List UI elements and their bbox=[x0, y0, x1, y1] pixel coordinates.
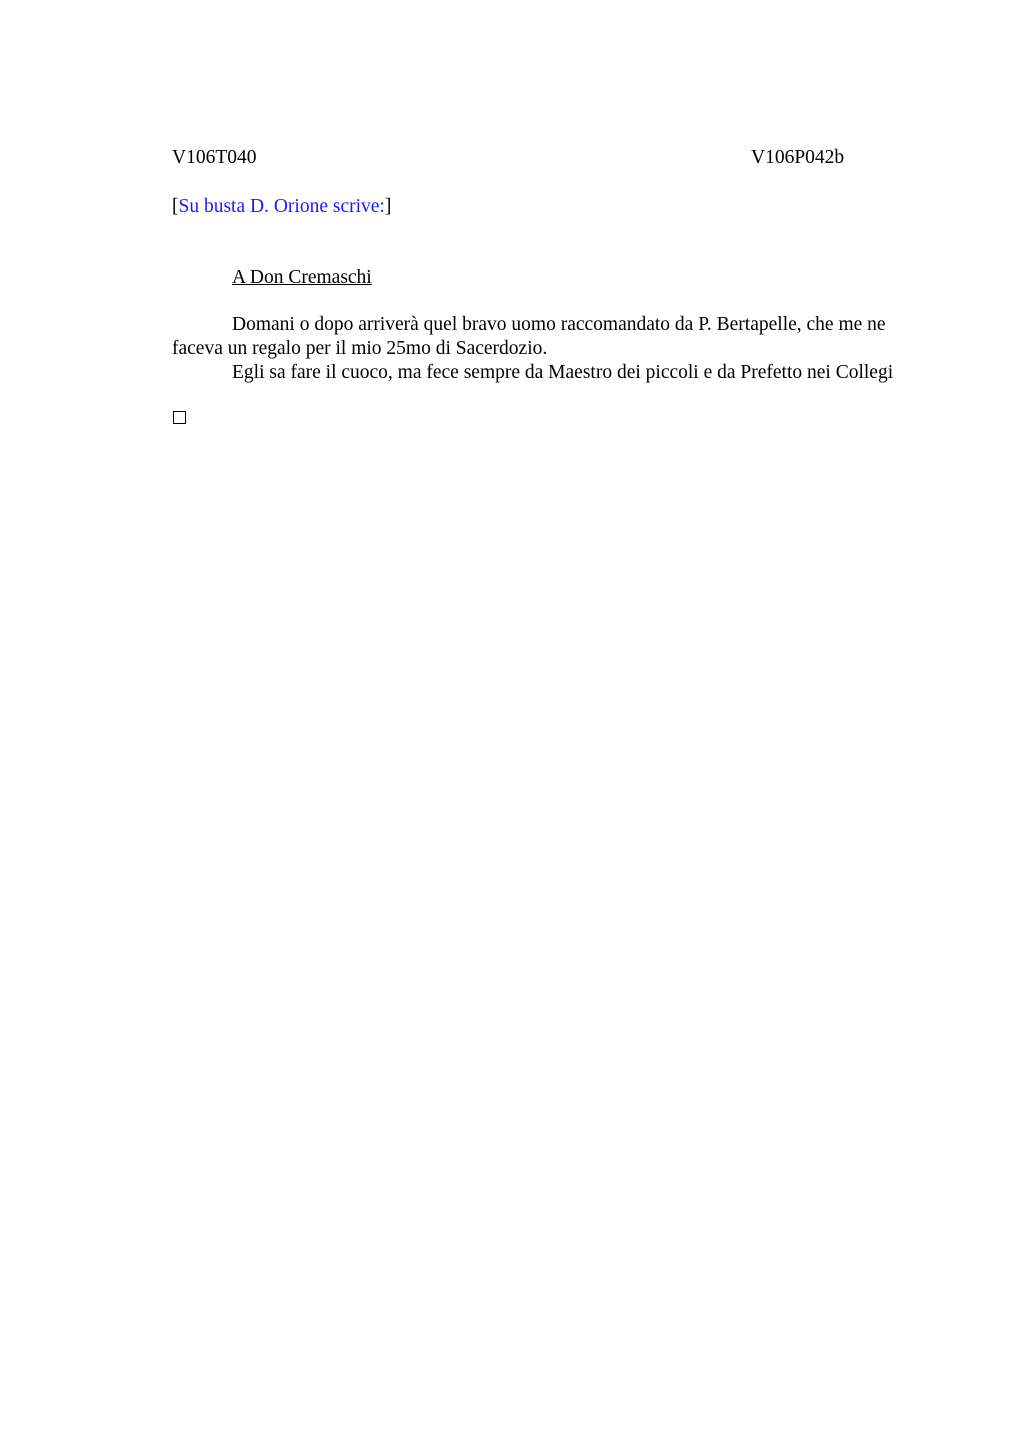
empty-square-icon bbox=[173, 411, 186, 424]
letter-paragraph-2: Egli sa fare il cuoco, ma fece sempre da Maestro dei piccoli e da Prefetto nei Collegi bbox=[232, 362, 894, 383]
letter-body bbox=[172, 313, 932, 385]
document-code-left: V106T040 bbox=[172, 147, 257, 168]
editorial-note bbox=[172, 195, 391, 219]
letter-addressee: A Don Cremaschi bbox=[232, 267, 372, 288]
document-code-right: V106P042b bbox=[751, 147, 845, 168]
note-open-bracket: [ bbox=[172, 196, 179, 217]
note-text: Su busta D. Orione scrive: bbox=[178, 196, 385, 217]
document-page bbox=[172, 0, 932, 1450]
header-codes bbox=[172, 146, 852, 170]
letter-paragraph-1: Domani o dopo arriverà quel bravo uomo raccomandato da P. Bertapelle, che me ne faceva un regalo per il mio 25mo di Sacerdozio. bbox=[172, 314, 886, 359]
note-close-bracket: ] bbox=[384, 196, 392, 217]
